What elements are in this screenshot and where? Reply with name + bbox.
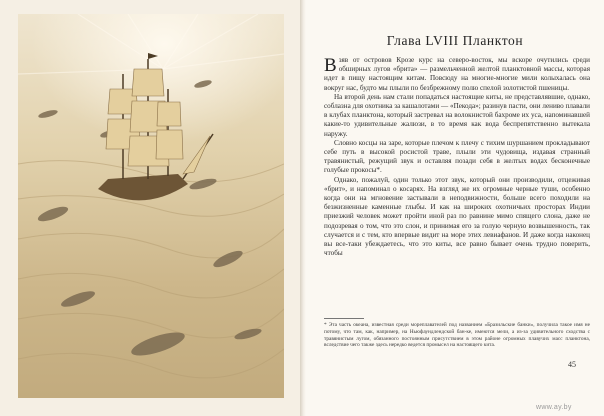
ship-illustration (18, 14, 284, 398)
footnote: * Эта часть океана, известная среди мореплавателей под названием «Бразильские банки», получила такое имя не потому, что там, как, например, на Ньюфаундлендской бан-ке, имеются мели, а из-за удивительного сходства с травянистым лугом, обязанного постоянным присутствием в этом районе огромных плавучих масс планктона, вследствие чего также здесь нередко ведется промысел на настоящего кита. (324, 322, 590, 349)
drop-cap: В (324, 55, 337, 76)
watermark: www.ay.by (536, 404, 572, 411)
paragraph-3: Словно косцы на заре, которые плечом к плечу с тихим шуршанием прокладывают себе путь в высокой росистой траве, плыли эти чудовища, издавая странный травянистый, режущий звук и оставляя позади себя в желтых водах бесконечные голубые прокосы*. (324, 138, 590, 175)
paragraph-1 (324, 56, 590, 93)
paragraph-4: Однако, пожалуй, один только этот звук, который они производили, отцеживая «брит», и напоминал о косарях. На взгляд же их огромные черные туши, особенно когда они на мгновение застывали в неподвижности, больше всего походили на безжизненные каменные глыбы. И как на широких охотничьих просторах Индии приезжий человек может пройти иной раз по равнине мимо спящего слона, даже не подозревая о том, что это слон, и принимая его за голую черную возвышенность, так случается и с тем, кто впервые видит на море этих левиафанов. И даже когда наконец вы все-таки убеждаетесь, что это киты, все равно бывает очень трудно поверить, чтобы (324, 175, 590, 258)
paragraph-2: На второй день нам стали попадаться настоящие киты, не представлявшие, однако, соблазна для охотника за кашалотами — «Пекода»; разинув пасти, они лениво плавали в клубах планктона, который застревал на волокнистой бахроме их уса, напоминавшей какие-то удивительные жалюзи, в то время как вода беспрепятственно вытекала наружу. (324, 92, 590, 138)
right-page (306, 0, 604, 416)
chapter-title: Глава LVIII Планктон (386, 33, 524, 48)
page-number: 45 (568, 360, 576, 369)
paragraph-1-text: зяв от островов Крозе курс на северо-восток, мы вскоре очутились среди обширных лугов «брита» — размельченной желтой планктовной массы, которая идет в пищу настоящим китам. Повсюду на многие-многие мили колыхалась она вокруг нас, будто мы плыли по безбрежному полю спелой золотистой пшеницы. (324, 56, 590, 92)
footnote-divider (324, 318, 364, 319)
chapter-body (324, 56, 590, 258)
